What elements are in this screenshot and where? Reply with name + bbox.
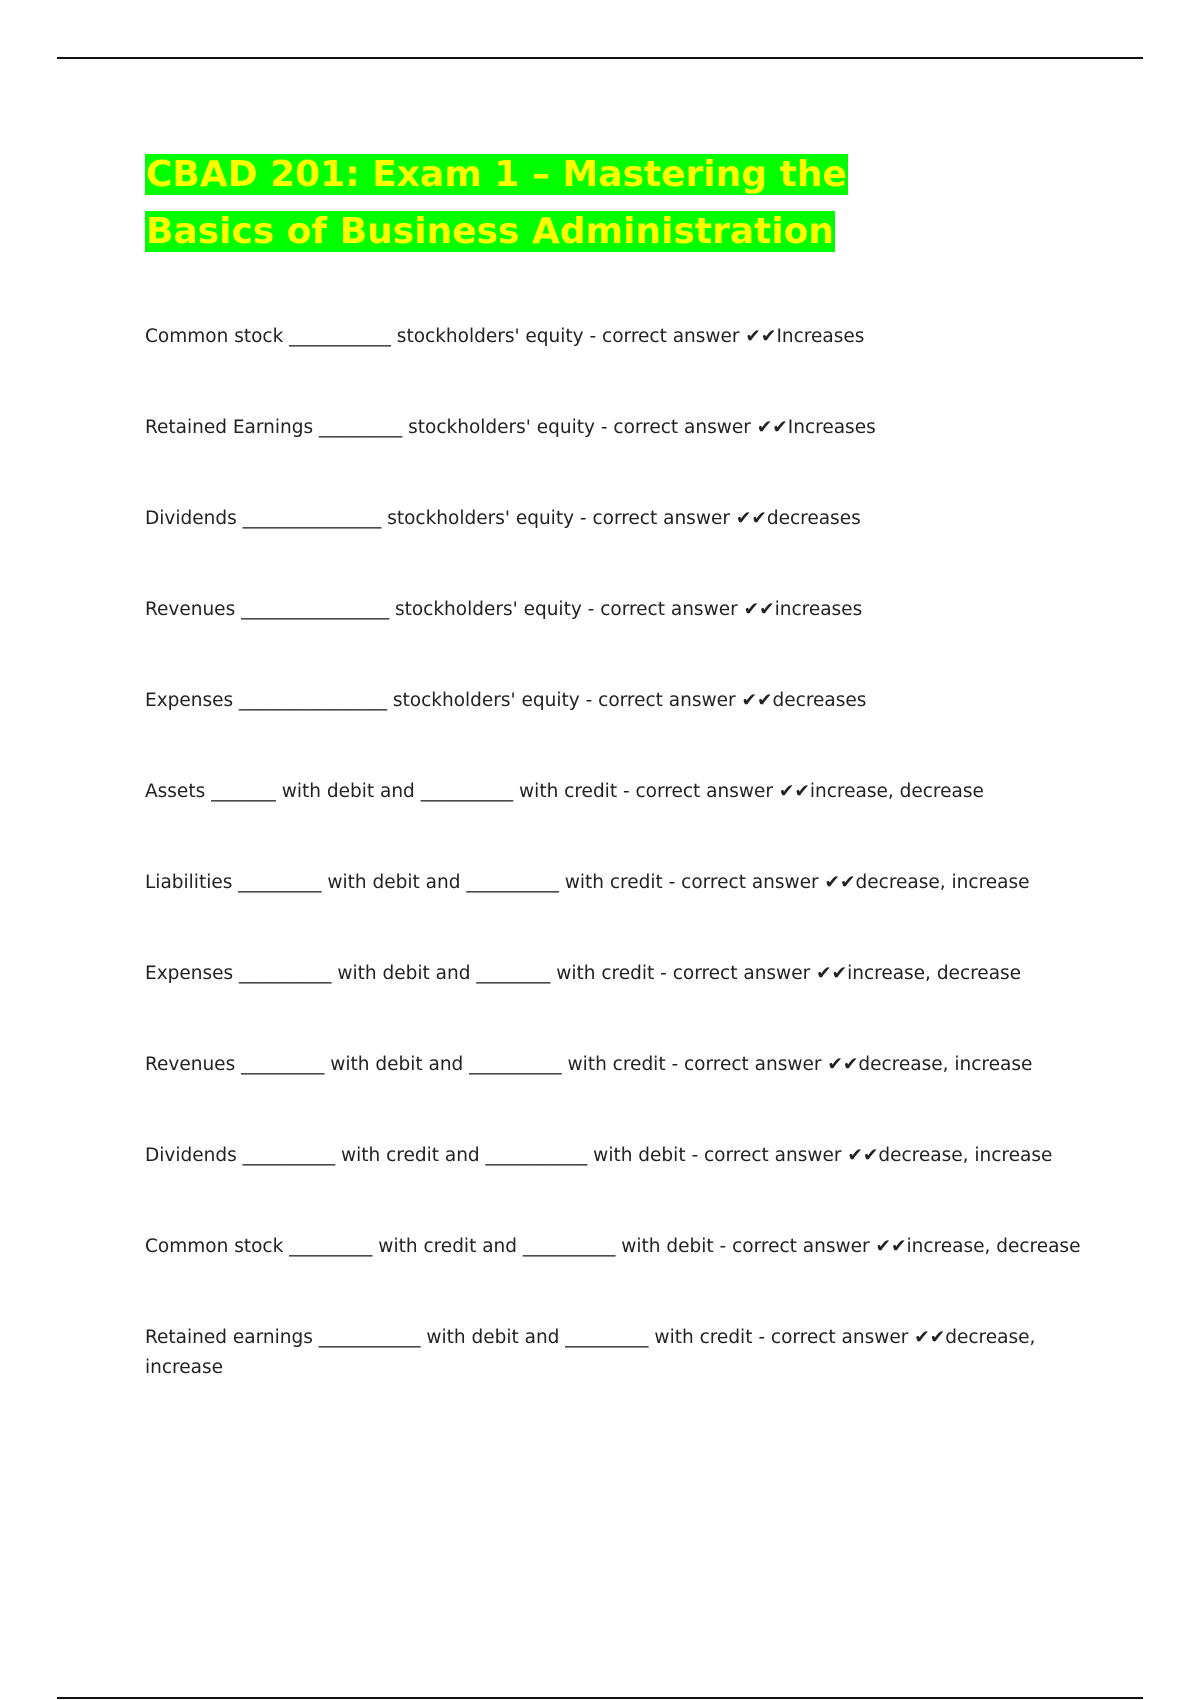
check-icon: ✔✔ [816,963,848,984]
answer-text: increase, decrease [906,1236,1081,1257]
check-icon: ✔✔ [847,1145,879,1166]
answer-text: decrease, increase [855,872,1030,893]
question-item [145,686,1085,777]
question-text: Dividends _______________ stockholders' equity - correct answer [145,508,736,529]
check-icon: ✔✔ [827,1054,859,1075]
answer-text: decreases [766,508,861,529]
answer-text: increases [774,599,863,620]
check-icon: ✔✔ [741,690,773,711]
check-icon: ✔✔ [735,508,767,529]
answer-text: Increases [787,417,876,438]
question-text: Expenses ________________ stockholders' equity - correct answer [145,690,742,711]
question-text: Common stock _________ with credit and __________ with debit - correct answer [145,1236,876,1257]
check-icon: ✔✔ [914,1327,946,1348]
answer-text: decrease, increase [145,1327,1036,1378]
question-text: Dividends __________ with credit and ___________ with debit - correct answer [145,1145,848,1166]
question-text: Common stock ___________ stockholders' equity - correct answer [145,326,746,347]
check-icon: ✔✔ [875,1236,907,1257]
check-icon: ✔✔ [824,872,856,893]
top-rule [57,57,1143,59]
answer-text: decrease, increase [878,1145,1053,1166]
check-icon: ✔✔ [778,781,810,802]
question-item [145,322,1085,413]
question-text: Assets _______ with debit and __________ with credit - correct answer [145,781,779,802]
check-icon: ✔✔ [745,326,777,347]
answer-text: increase, decrease [809,781,984,802]
bottom-rule [57,1697,1143,1699]
question-item [145,777,1085,868]
question-text: Liabilities _________ with debit and __________ with credit - correct answer [145,872,825,893]
question-text: Revenues _________ with debit and __________ with credit - correct answer [145,1054,828,1075]
answer-text: decreases [772,690,867,711]
answer-text: Increases [776,326,865,347]
question-item [145,595,1085,686]
document-title [145,146,975,260]
question-list [145,322,1085,1414]
question-text: Retained earnings ___________ with debit and _________ with credit - correct answer [145,1327,915,1348]
question-text: Expenses __________ with debit and ________ with credit - correct answer [145,963,817,984]
question-item [145,868,1085,959]
question-item [145,504,1085,595]
question-item [145,1323,1085,1414]
check-icon: ✔✔ [743,599,775,620]
check-icon: ✔✔ [756,417,788,438]
question-text: Revenues ________________ stockholders' equity - correct answer [145,599,744,620]
question-item [145,959,1085,1050]
question-item [145,413,1085,504]
answer-text: decrease, increase [858,1054,1033,1075]
question-text: Retained Earnings _________ stockholders' equity - correct answer [145,417,757,438]
question-item [145,1232,1085,1323]
title-highlight: CBAD 201: Exam 1 – Mastering the Basics of Business Administration [146,154,847,252]
question-item [145,1141,1085,1232]
answer-text: increase, decrease [847,963,1022,984]
question-item [145,1050,1085,1141]
